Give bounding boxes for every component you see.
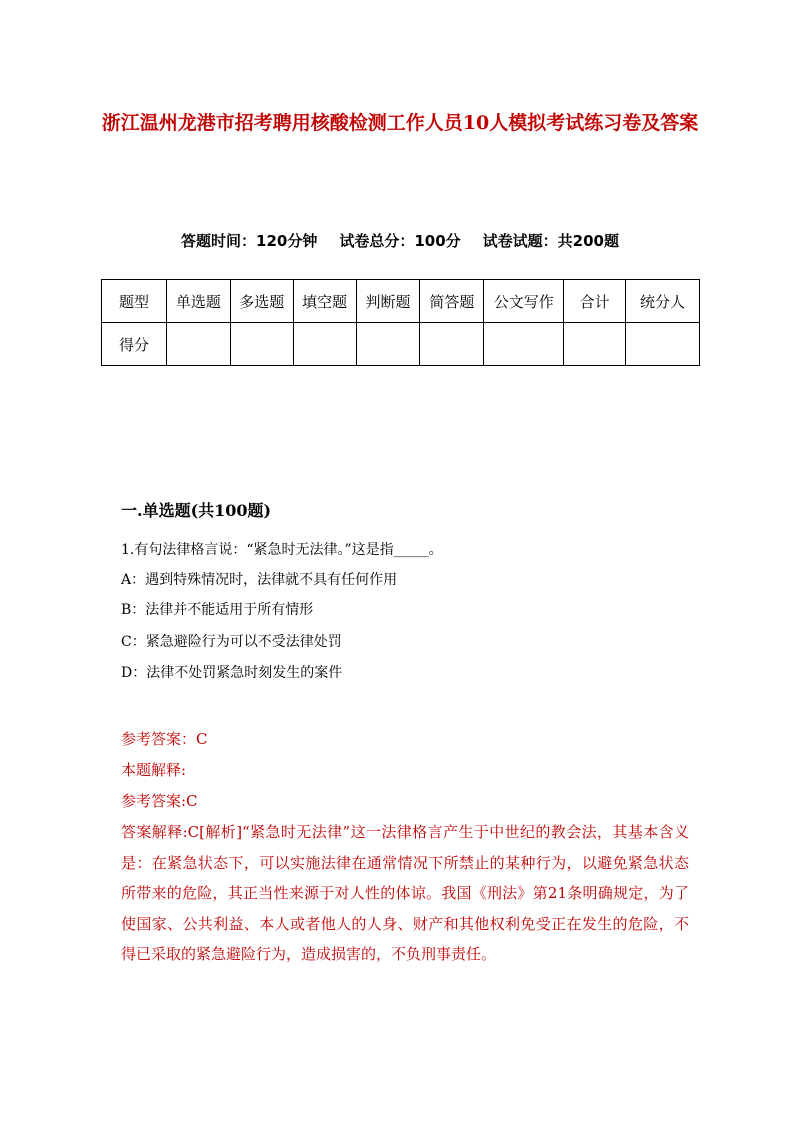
- score-table-header-cell: 简答题: [420, 280, 484, 323]
- score-table-header-cell: 公文写作: [484, 280, 564, 323]
- score-cell: [564, 323, 626, 366]
- exam-total-score: 试卷总分：100分: [339, 232, 461, 250]
- score-cell: [293, 323, 356, 366]
- score-table-score-row: [102, 323, 700, 366]
- option-b: B：法律并不能适用于所有情形: [121, 602, 314, 618]
- score-cell: [420, 323, 484, 366]
- score-cell: [230, 323, 293, 366]
- score-cell: [626, 323, 700, 366]
- score-table-header-cell: 统分人: [626, 280, 700, 323]
- score-table-header-cell: 多选题: [230, 280, 293, 323]
- score-cell: [356, 323, 420, 366]
- document-title: 浙江温州龙港市招考聘用核酸检测工作人员10人模拟考试练习卷及答案: [101, 112, 699, 134]
- reference-answer-2: 参考答案:C: [121, 792, 198, 810]
- score-table-header-cell: 题型: [102, 280, 167, 323]
- exam-time: 答题时间：120分钟: [181, 232, 318, 250]
- score-cell: [166, 323, 230, 366]
- exam-meta: [100, 230, 700, 251]
- option-d: D：法律不处罚紧急时刻发生的案件: [121, 665, 343, 681]
- option-a: A：遇到特殊情况时，法律就不具有任何作用: [121, 572, 398, 588]
- reference-answer: 参考答案：C: [121, 730, 208, 748]
- answer-explanation: 答案解释:C[解析]“紧急时无法律”这一法律格言产生于中世纪的教会法，其基本含义是：在紧急状态下，可以实施法律在通常情况下所禁止的某种行为，以避免紧急状态所带来的危险，其正当性来源于对人性的体谅。我国《刑法》第21条明确规定，为了使国家、公共利益、本人或者他人的人身、财产和其他权利免受正在发生的危险，不得已采取的紧急避险行为，造成损害的，不负刑事责任。: [121, 823, 689, 963]
- question-stem: 1.有句法律格言说：“紧急时无法律。”这是指_____。: [121, 542, 443, 558]
- section-title: 一.单选题(共100题): [121, 501, 272, 520]
- score-table-header-cell: 填空题: [293, 280, 356, 323]
- score-table-header-cell: 判断题: [356, 280, 420, 323]
- score-table-header-cell: 单选题: [166, 280, 230, 323]
- score-row-label: 得分: [102, 323, 167, 366]
- score-table: [101, 279, 700, 366]
- exam-question-count: 试卷试题：共200题: [482, 232, 619, 250]
- option-c: C：紧急避险行为可以不受法律处罚: [121, 634, 342, 650]
- score-cell: [484, 323, 564, 366]
- score-table-header-cell: 合计: [564, 280, 626, 323]
- explanation-label: 本题解释:: [121, 761, 187, 779]
- score-table-header-row: [102, 280, 700, 323]
